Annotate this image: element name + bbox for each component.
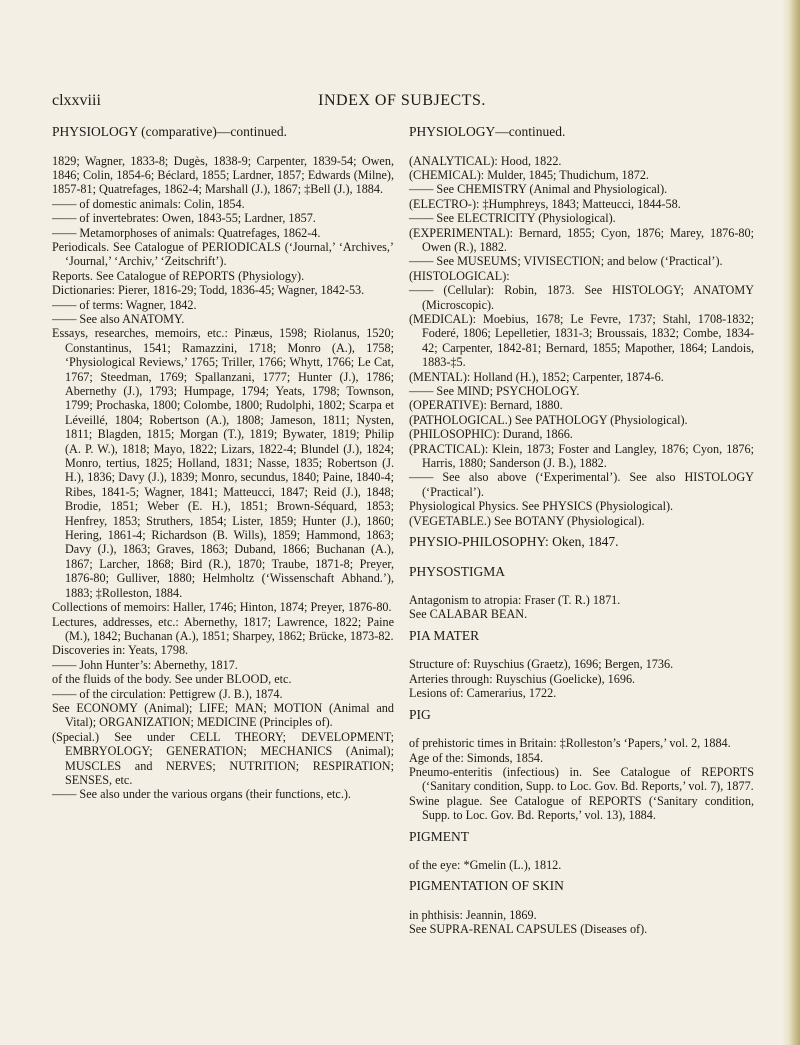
index-entry: (PHILOSOPHIC): Durand, 1866. — [409, 427, 573, 442]
index-entry: Age of the: Simonds, 1854. — [409, 750, 544, 765]
index-heading: PIA MATER — [409, 627, 480, 643]
index-entry: —— Metamorphoses of animals: Quatrefages, 1862-4. — [52, 225, 321, 240]
index-entry: —— of invertebrates: Owen, 1843-55; Lardner, 1857. — [52, 211, 316, 226]
index-entry: —— See also above (‘Experimental’). See also HISTOLOGY (‘Practical’). — [409, 470, 754, 499]
index-entry: Discoveries in: Yeats, 1798. — [52, 643, 189, 658]
index-entry: (ELECTRO-): ‡Humphreys, 1843; Matteucci, 1844-58. — [409, 196, 681, 211]
index-entry: (EXPERIMENTAL): Bernard, 1855; Cyon, 1876; Marey, 1876-80; Owen (R.), 1882. — [409, 225, 754, 254]
index-entry: —— See MIND; PSYCHOLOGY. — [409, 384, 580, 398]
index-heading: PIGMENTATION OF SKIN — [409, 878, 564, 894]
index-entry: Physiological Physics. See PHYSICS (Physiological). — [409, 499, 674, 514]
page-number: clxxviii — [52, 92, 101, 109]
index-entry: See ECONOMY (Animal); LIFE; MAN; MOTION (Animal and Vital); ORGANIZATION; MEDICINE (Principles of). — [52, 700, 394, 730]
left-column — [52, 124, 394, 802]
index-entry: —— John Hunter’s: Abernethy, 1817. — [52, 657, 238, 672]
index-entry: 1829; Wagner, 1833-8; Dugès, 1838-9; Carpenter, 1839-54; Owen, 1846; Colin, 1854-6; Béclard, 1855; Lardner, 1857; Edwards (Milne), 1857-81; Quatrefages, 1862-4; Marshall (J.), 1867; ‡Bell (J.), 1884. — [52, 153, 394, 197]
index-entry: —— (Cellular): Robin, 1873. See HISTOLOGY; ANATOMY (Microscopic). — [409, 283, 754, 312]
index-entry: See CALABAR BEAN. — [409, 607, 528, 622]
index-entry: (VEGETABLE.) See BOTANY (Physiological). — [409, 513, 645, 528]
index-entry: —— of domestic animals: Colin, 1854. — [52, 196, 245, 211]
index-entry: in phthisis: Jeannin, 1869. — [409, 907, 537, 922]
right-column — [409, 124, 754, 937]
index-entry: Structure of: Ruyschius (Graetz), 1696; Bergen, 1736. — [409, 657, 674, 672]
index-entry: Periodicals. See Catalogue of PERIODICALS (‘Journal,’ ‘Archives,’ ‘Journal,’ ‘Archiv,’ ‘Zeitschrift’). — [52, 239, 394, 269]
index-entry: (PRACTICAL): Klein, 1873; Foster and Langley, 1876; Cyon, 1876; Harris, 1880; Sanderson (J. B.), 1882. — [409, 441, 754, 471]
index-entry: —— of the circulation: Pettigrew (J. B.), 1874. — [52, 686, 283, 701]
index-entry: (ANALYTICAL): Hood, 1822. — [409, 153, 562, 168]
index-heading: PHYSOSTIGMA — [409, 563, 506, 579]
index-entry: —— See MUSEUMS; VIVISECTION; and below (‘Practical’). — [409, 254, 723, 269]
index-entry: (Special.) See under CELL THEORY; DEVELOPMENT; EMBRYOLOGY; GENERATION; MECHANICS (Animal); MUSCLES and NERVES; NUTRITION; RESPIRATION; SENSES, etc. — [52, 729, 394, 787]
page-edge — [782, 0, 800, 1045]
index-entry: Swine plague. See Catalogue of REPORTS (‘Sanitary condition, Supp. to Loc. Gov. Bd. Reports,’ vol. 13), 1884. — [409, 793, 754, 823]
index-entry: Essays, researches, memoirs, etc.: Pinæus, 1598; Riolanus, 1520; Constantinus, 1541; Ramazzini, 1718; Monro (A.), 1758; ‘Physiological Reviews,’ 1765; Triller, 1766; Whytt, 1766; Le Cat, 1767; Steedman, 1769; Spallanzani, 1777; Hunter (J.), 1786; Abernethy (J.), 1793; Humpage, 1794; Yeats, 1798; Townson, 1799; Prochaska, 1800; Colombe, 1800; Rudolphi, 1802; Scarpa et Léveillé, 1804; Robertson (A.), 1808; Jameson, 1811; Nysten, 1811; Blagden, 1815; Morgan (T.), 1819; Bywater, 1819; Philip (A. P. W.), 1818; Mayo, 1822; Lizars, 1822-4; Blundel (J.), 1824; Monro, tertius, 1825; Holland, 1831; Nasse, 1835; Robertson (J. H.), 1836; Davy (J.), 1839; Monro, secundus, 1840; Paine, 1840-4; Ribes, 1841-5; Wagner, 1841; Matteucci, 1847; Reid (J.), 1848; Brodie, 1851; Weber (E. H.), 1851; Brown-Séquard, 1853; Henfrey, 1853; Struthers, 1854; Lister, 1859; Hunter (J.), 1860; Hering, 1861-4; Richardson (B. Wills), 1859; Hammond, 1863; Davy (J.), 1863; Graves, 1863; Duband, 1866; Buchanan (A.), 1867; Larcher, 1868; Bird (R.), 1870; Traube, 1871-8; Preyer, 1876-80; Gulliver, 1880; Helmholtz (‘Wissenschaft Abhand.’), 1883; ‡Rolleston, 1884. — [52, 326, 394, 600]
running-head: INDEX OF SUBJECTS. — [318, 92, 486, 109]
index-heading: PIG — [409, 706, 431, 722]
index-entry: See SUPRA-RENAL CAPSULES (Diseases of). — [409, 922, 648, 937]
index-heading: PHYSIO-PHILOSOPHY: Oken, 1847. — [409, 534, 619, 550]
index-entry: —— See also under the various organs (their functions, etc.). — [52, 787, 351, 802]
index-entry: Collections of memoirs: Haller, 1746; Hinton, 1874; Preyer, 1876-80. — [52, 600, 392, 615]
index-entry: (HISTOLOGICAL): — [409, 268, 510, 283]
index-entry: Antagonism to atropia: Fraser (T. R.) 1871. — [409, 593, 621, 608]
index-entry: Pneumo-enteritis (infectious) in. See Catalogue of REPORTS (‘Sanitary condition, Supp. to Loc. Gov. Bd. Reports,’ vol. 7), 1877. — [409, 764, 754, 794]
index-entry: Arteries through: Ruyschius (Goelicke), 1696. — [409, 671, 636, 686]
index-entry: Lesions of: Camerarius, 1722. — [409, 686, 557, 701]
index-heading: PIGMENT — [409, 828, 469, 844]
index-entry: Reports. See Catalogue of REPORTS (Physiology). — [52, 268, 305, 283]
index-entry: —— See also ANATOMY. — [52, 311, 185, 326]
index-entry: —— See CHEMISTRY (Animal and Physiological). — [409, 182, 668, 197]
index-entry: (OPERATIVE): Bernard, 1880. — [409, 398, 563, 413]
index-entry: of the eye: *Gmelin (L.), 1812. — [409, 858, 562, 873]
index-entry: —— See ELECTRICITY (Physiological). — [409, 211, 616, 226]
index-entry: (CHEMICAL): Mulder, 1845; Thudichum, 1872. — [409, 167, 649, 182]
index-entry: (PATHOLOGICAL.) See PATHOLOGY (Physiological). — [409, 412, 688, 427]
index-heading: PHYSIOLOGY—continued. — [409, 124, 566, 139]
index-entry: Dictionaries: Pierer, 1816-29; Todd, 1836-45; Wagner, 1842-53. — [52, 283, 365, 298]
index-entry: (MEDICAL): Moebius, 1678; Le Fevre, 1737; Stahl, 1708-1832; Foderé, 1806; Lepelletier, 1831-3; Broussais, 1832; Combe, 1834-42; Carpenter, 1842-81; Bernard, 1855; Mapother, 1864; Landois, 1883-‡5. — [409, 311, 754, 370]
index-entry: —— of terms: Wagner, 1842. — [52, 297, 197, 312]
index-heading: PHYSIOLOGY (comparative)—continued. — [52, 124, 287, 139]
index-entry: (MENTAL): Holland (H.), 1852; Carpenter, 1874-6. — [409, 369, 664, 384]
index-entry: of prehistoric times in Britain: ‡Rolleston’s ‘Papers,’ vol. 2, 1884. — [409, 736, 731, 751]
index-entry: of the fluids of the body. See under BLOOD, etc. — [52, 672, 292, 687]
page-header — [52, 92, 752, 114]
index-entry: Lectures, addresses, etc.: Abernethy, 1817; Lawrence, 1822; Paine (M.), 1842; Buchanan (A.), 1851; Sharpey, 1862; Brücke, 1873-82. — [52, 614, 394, 643]
